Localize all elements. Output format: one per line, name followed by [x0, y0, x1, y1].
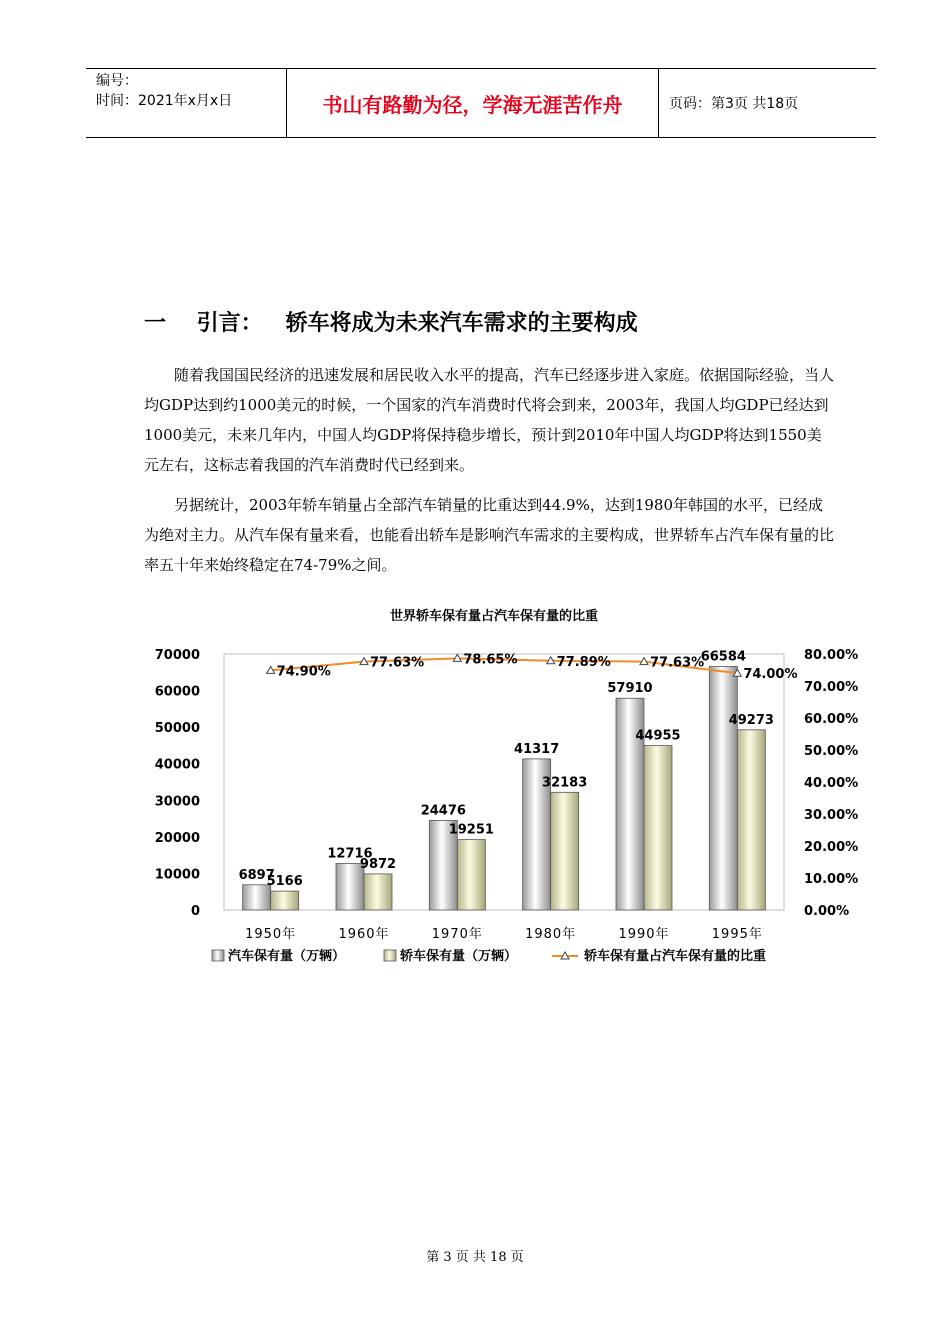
left-tick-label: 50000: [154, 721, 200, 737]
right-tick-label: 0.00%: [804, 904, 850, 919]
x-tick-label: 1960年: [338, 927, 390, 942]
ratio-data-label: 77.89%: [556, 654, 611, 670]
x-tick-label: 1995年: [711, 927, 763, 942]
right-tick-label: 80.00%: [804, 648, 859, 663]
left-tick-label: 40000: [154, 757, 200, 773]
page-indicator: 页码：第3页 共18页: [669, 96, 799, 112]
bar-cars: [737, 730, 765, 910]
bar-cars: [364, 874, 392, 910]
data-label-total-vehicles: 57910: [607, 681, 653, 697]
data-label-total-vehicles: 6897: [238, 867, 275, 883]
right-tick-label: 30.00%: [804, 808, 859, 823]
right-tick-label: 40.00%: [804, 776, 859, 791]
vehicle-ratio-chart: [144, 600, 859, 980]
legend-label-cars: 轿车保有量（万辆）: [400, 949, 518, 964]
time-label: 时间：2021年x月x日: [96, 93, 233, 109]
left-tick-label: 10000: [154, 867, 200, 883]
header-motto: 书山有路勤为径，学海无涯苦作舟: [286, 69, 659, 137]
chart-svg: [144, 600, 859, 980]
paragraph-2: [144, 490, 834, 580]
ratio-data-label: 77.63%: [370, 655, 425, 671]
data-label-total-vehicles: 66584: [700, 649, 746, 665]
ratio-data-label: 77.63%: [650, 655, 705, 671]
bar-cars: [457, 840, 485, 910]
right-tick-label: 60.00%: [804, 712, 859, 727]
ratio-data-label: 74.90%: [276, 664, 331, 680]
chart-title: 世界轿车保有量占汽车保有量的比重: [389, 609, 599, 624]
paragraph-text: 随着我国国民经济的迅速发展和居民收入水平的提高，汽车已经逐步进入家庭。依据国际经验，当人均GDP达到约1000美元的时候，一个国家的汽车消费时代将会到来，2003年，我国人均GDP已经达到1000美元，未来几年内，中国人均GDP将保持稳步增长，预计到2010年中国人均GDP将达到1550美元左右，这标志着我国的汽车消费时代已经到来。: [144, 366, 835, 474]
data-label-cars: 44955: [635, 728, 681, 744]
header-meta-cell: [86, 69, 286, 137]
left-tick-label: 20000: [154, 830, 200, 846]
bar-total-vehicles: [709, 666, 737, 910]
legend-swatch-total-vehicles: [212, 950, 224, 961]
x-tick-label: 1970年: [431, 927, 483, 942]
right-tick-label: 20.00%: [804, 840, 859, 855]
bar-cars: [271, 891, 299, 910]
left-tick-label: 70000: [154, 648, 200, 663]
legend-label-total-vehicles: 汽车保有量（万辆）: [228, 949, 346, 964]
legend-swatch-cars: [384, 950, 396, 961]
bar-cars: [551, 792, 579, 910]
left-tick-label: 30000: [154, 794, 200, 810]
x-tick-label: 1980年: [525, 927, 577, 942]
legend-label-ratio: 轿车保有量占汽车保有量的比重: [584, 949, 767, 964]
right-tick-label: 50.00%: [804, 744, 859, 759]
ratio-data-label: 78.65%: [463, 652, 518, 668]
data-label-total-vehicles: 12716: [327, 846, 373, 862]
data-label-cars: 49273: [728, 712, 774, 728]
left-tick-label: 60000: [154, 684, 200, 700]
x-tick-label: 1950年: [245, 927, 297, 942]
data-label-total-vehicles: 41317: [514, 741, 560, 757]
header-table: [86, 68, 876, 138]
left-tick-label: 0: [190, 904, 200, 919]
paragraph-1: [144, 360, 834, 480]
section-title: 一 引言： 轿车将成为未来汽车需求的主要构成: [144, 311, 638, 336]
data-label-cars: 19251: [448, 822, 494, 838]
data-label-cars: 5166: [266, 874, 303, 890]
page-footer: 第 3 页 共 18 页: [426, 1250, 524, 1265]
right-tick-label: 70.00%: [804, 680, 859, 695]
right-tick-label: 10.00%: [804, 872, 859, 887]
data-label-cars: 32183: [542, 775, 588, 791]
x-tick-label: 1990年: [618, 927, 670, 942]
plot-area: [224, 654, 784, 910]
ratio-data-label: 74.00%: [743, 667, 798, 683]
number-label: 编号：: [96, 73, 138, 89]
paragraph-text: 另据统计，2003年轿车销量占全部汽车销量的比重达到44.9%，达到1980年韩国的水平，已经成为绝对主力。从汽车保有量来看，也能看出轿车是影响汽车需求的主要构成，世界轿车占汽车保有量的比率五十年来始终稳定在74-79%之间。: [144, 496, 835, 574]
data-label-total-vehicles: 24476: [420, 803, 466, 819]
bar-cars: [644, 746, 672, 910]
data-label-cars: 9872: [359, 856, 397, 872]
